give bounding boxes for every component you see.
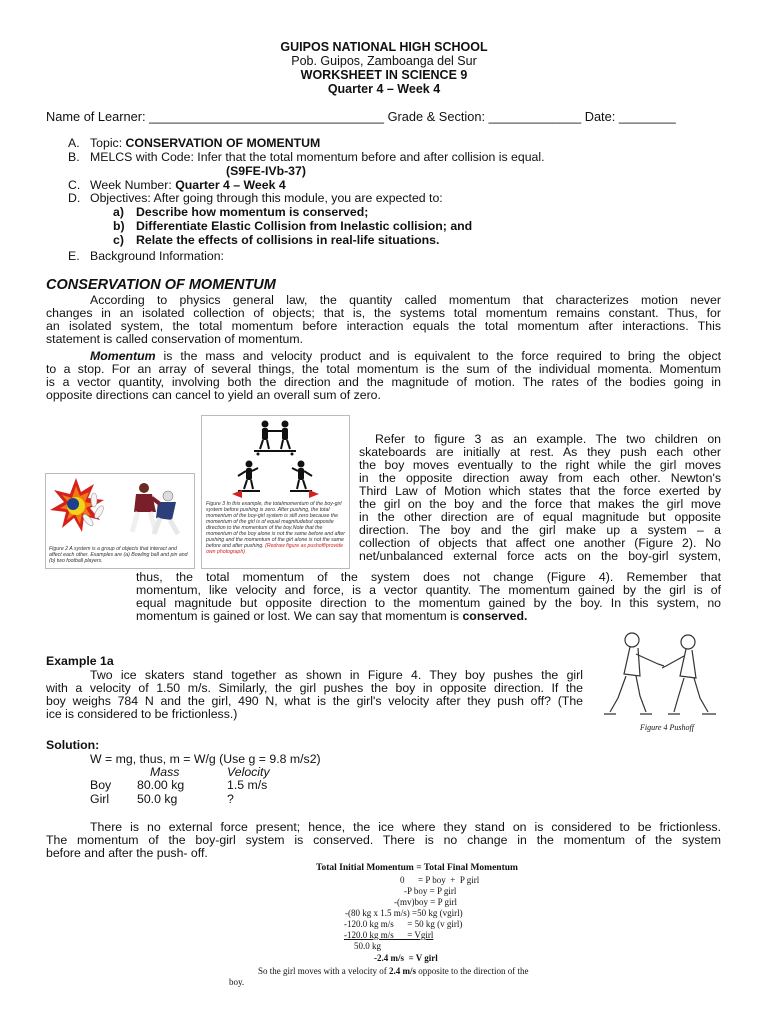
paragraph-line: ice is considered to be frictionless.) (46, 707, 238, 721)
name-label: Name of Learner: (46, 109, 146, 124)
paragraph-line: According to physics general law, the quantity called momentum that characterizes motion never (90, 293, 721, 307)
column-velocity: Velocity (227, 765, 270, 779)
outline-e-marker: E. (68, 249, 80, 263)
solution-title: Solution: (46, 738, 100, 752)
paragraph-line: direction. The boy and the girl make up a system – a (359, 523, 721, 537)
topic-value: CONSERVATION OF MOMENTUM (125, 136, 321, 150)
row-girl-velocity: ? (227, 792, 234, 806)
paragraph-frictionless (46, 821, 721, 860)
row-boy-mass: 80.00 kg (137, 778, 185, 792)
equation-line: 50.0 kg (354, 941, 381, 951)
paragraph-line: equal magnitude but opposite direction to the momentum gained by the boy. In this system, no (136, 596, 721, 610)
paragraph-text: is the mass and velocity product and is equivalent to the force required to bring the object (163, 349, 722, 363)
paragraph-momentum (46, 350, 721, 402)
momentum-term: Momentum (90, 349, 156, 363)
paragraph-line: momentum, like velocity and force, is a vector quantity. The momentum gained by the girl is of (136, 583, 721, 597)
section-title: CONSERVATION OF MOMENTUM (46, 277, 276, 293)
outline-background: Background Information: (90, 249, 224, 263)
grade-label: Grade & Section: (387, 109, 486, 124)
conclusion-text: So the girl moves with a velocity of (258, 966, 387, 976)
paragraph-line: opposite directions can cancel to yield an overall sum of zero. (46, 388, 381, 402)
paragraph-line: is a vector quantity, involving both the direction and the magnitude of motion. The rates of the bodies going in (46, 375, 721, 389)
conclusion-value: 2.4 m/s (388, 966, 416, 976)
bowling-burst-icon (50, 478, 105, 532)
objective-c-marker: c) (113, 233, 124, 247)
paragraph-line: in the other direction are of equal magnitude but opposite (359, 510, 721, 524)
paragraph-line (136, 610, 721, 623)
figure-3-caption-note: (Redraw figure as pushoff/provide own photograph) (206, 543, 343, 555)
example-title: Example 1a (46, 654, 114, 668)
date-label: Date: (584, 109, 616, 124)
paragraph-line: statement is called conservation of momentum. (46, 332, 303, 346)
paragraph-line: skateboards are initially at rest. As they push each other (359, 445, 721, 459)
after-push-icon (238, 461, 312, 493)
example-problem (46, 669, 583, 721)
row-girl-name: Girl (90, 792, 110, 806)
objective-c: Relate the effects of collisions in real-life situations. (136, 233, 440, 247)
paragraph-figure3-continued (136, 571, 721, 623)
paragraph-line: There is no external force present; hence, the ice where they stand on is considered to be frictionless. (90, 820, 721, 834)
school-address: Pob. Guipos, Zamboanga del Sur (291, 54, 477, 68)
figure-3-caption-text: Figure 3 In this example, the totalmomentum of the boy-girl system before pushing is zero. After pushing, the total momentum of the boy-girl system is still zero because the momentum of the girl is of equal magnitudebut opposite direction to the momentum of the boy.Note that the momentum of the boy alone is not the same before and after pushing and the momentum of the girl alone is not the same before and after pushing. (206, 501, 345, 549)
figure-2 (45, 473, 195, 569)
ice-skaters-icon (604, 633, 716, 714)
outline-c-marker: C. (68, 178, 81, 192)
equation-heading: Total Initial Momentum = Total Final Momentum (316, 863, 518, 873)
figure-2-illustration (46, 474, 194, 540)
row-girl-mass: 50.0 kg (137, 792, 178, 806)
figure-4-illustration (600, 628, 724, 720)
week-label: Week Number: (90, 178, 172, 192)
outline-b-marker: B. (68, 150, 80, 164)
paragraph-line: Refer to figure 3 as an example. The two children on (375, 432, 721, 446)
row-boy-name: Boy (90, 778, 112, 792)
outline-topic (90, 137, 320, 150)
date-field[interactable]: ________ (618, 109, 676, 124)
paragraph-line: an isolated system, the total momentum before interaction equals the total momentum after interactions. This (46, 319, 721, 333)
objective-b: Differentiate Elastic Collision from Inelastic collision; and (136, 219, 473, 233)
paragraph-line: to a stop. For an array of several things, the total momentum is the sum of the individual momenta. Momentum (46, 362, 721, 376)
equation-line: -120.0 kg m/s = 50 kg (v girl) (344, 919, 463, 929)
football-players-icon (132, 483, 178, 534)
objective-b-marker: b) (113, 219, 125, 233)
column-mass: Mass (150, 765, 180, 779)
outline-d-marker: D. (68, 191, 81, 205)
equation-line: 0 = P boy + P girl (400, 875, 480, 885)
paragraph-line: the boy moves eventually to the right while the girl moves (359, 458, 721, 472)
learner-info-line (46, 110, 676, 123)
melcs-code: (S9FE-IVb-37) (226, 164, 306, 178)
paragraph-line: thus, the total momentum of the system does not change (Figure 4). Remember that (136, 570, 721, 584)
row-boy-velocity: 1.5 m/s (227, 778, 268, 792)
outline-a-marker: A. (68, 136, 80, 150)
objective-a-marker: a) (113, 205, 124, 219)
grade-field[interactable]: _____________ (488, 109, 582, 124)
worksheet-title: WORKSHEET IN SCIENCE 9 (300, 68, 468, 82)
figure-3 (201, 415, 350, 569)
figure-3-illustration (202, 416, 349, 498)
week-value: Quarter 4 – Week 4 (175, 178, 286, 192)
paragraph-conservation (46, 294, 721, 346)
figure-4 (600, 628, 724, 740)
school-name: GUIPOS NATIONAL HIGH SCHOOL (280, 40, 488, 54)
paragraph-line: changes in an isolated collection of objects; that is, the systems total momentum remains constant. Thus, for (46, 306, 721, 320)
topic-label: Topic: (90, 136, 123, 150)
equation-conclusion-end: boy. (229, 977, 245, 987)
equation-line: -P boy = P girl (404, 886, 457, 896)
paragraph-line: collection of objects that affect one another (Figure 2). No (359, 536, 721, 550)
paragraph-line: The momentum of the boy-girl system is conserved. There is no change in the momentum of the system (46, 833, 721, 847)
paragraph-line: before and after the push- off. (46, 846, 208, 860)
paragraph-line: boy weighs 784 N and the girl, 490 N, what is the girl's velocity after they push off? (The (46, 694, 583, 708)
objective-a: Describe how momentum is conserved; (136, 205, 369, 219)
figure-3-caption (206, 501, 345, 555)
conclusion-text: opposite to the direction of the (418, 966, 529, 976)
paragraph-line: Third Law of Motion which states that the force exerted by (359, 484, 721, 498)
equation-line: -(80 kg x 1.5 m/s) =50 kg (vgirl) (345, 908, 463, 918)
paragraph-line: in the opposite direction away from each other. Newton's (359, 471, 721, 485)
figure-2-caption: Figure 2 A system is a group of objects that interact and affect each other. Examples are (a) Bowling ball and pin and (b) two football players. (49, 546, 188, 564)
equation-result: -2.4 m/s = V girl (374, 953, 438, 963)
solution-formula: W = mg, thus, m = W/g (Use g = 9.8 m/s2) (90, 752, 321, 766)
paragraph-line: with a velocity of 1.50 m/s. Similarly, the girl pushes the boy in opposite direction. If the (46, 681, 583, 695)
paragraph-line: net/unbalanced external force acts on the boy-girl system, (359, 549, 721, 563)
before-push-icon (254, 421, 296, 456)
outline-objectives: Objectives: After going through this module, you are expected to: (90, 191, 443, 205)
equation-line: -120.0 kg m/s = Vgirl (344, 930, 434, 940)
figure-4-caption: Figure 4 Pushoff (640, 723, 694, 732)
equation-conclusion (258, 966, 528, 976)
paragraph-figure3-explanation (359, 433, 721, 563)
name-field[interactable]: _________________________________ (149, 109, 385, 124)
outline-melcs: MELCS with Code: Infer that the total momentum before and after collision is equal. (90, 150, 545, 164)
conserved-term: conserved. (462, 609, 528, 623)
paragraph-line: Two ice skaters stand together as shown in Figure 4. They boy pushes the girl (90, 668, 583, 682)
paragraph-line: the girl on the boy and the force that makes the girl move (359, 497, 721, 511)
paragraph-text: momentum is gained or lost. We can say that momentum is (136, 609, 460, 623)
quarter-label: Quarter 4 – Week 4 (327, 82, 441, 96)
equation-line: -(mv)boy = P girl (394, 897, 457, 907)
